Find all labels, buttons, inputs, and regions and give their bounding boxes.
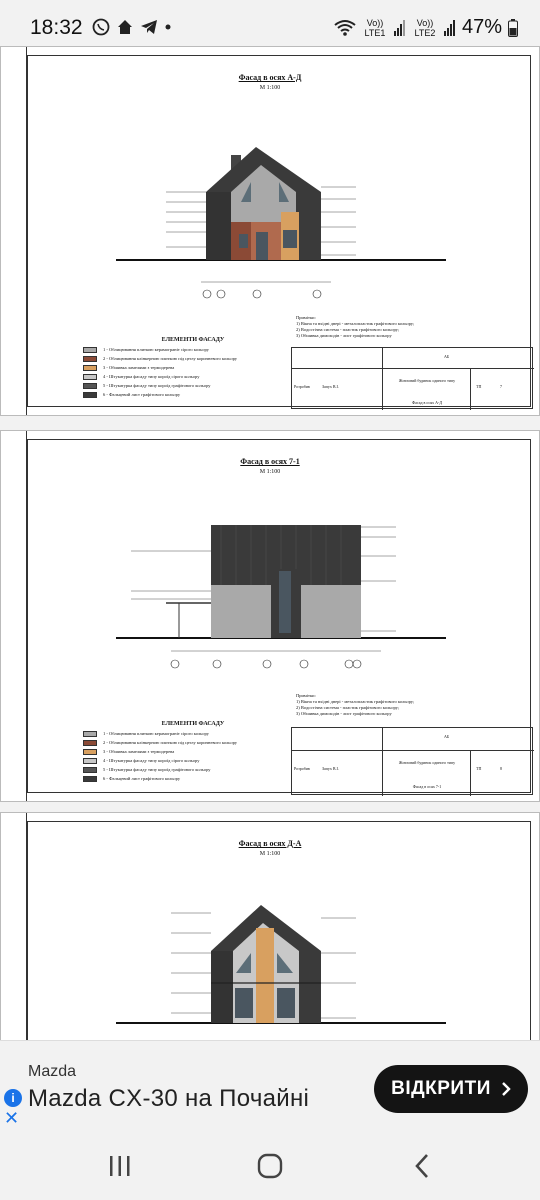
legend-item: 1 - Облицювання плиткою керамограніт сірого кольору	[83, 730, 303, 737]
ad-banner[interactable]	[0, 1040, 540, 1132]
sheet-scale: М 1:100	[259, 851, 281, 857]
notes	[296, 693, 414, 717]
back-button[interactable]	[402, 1150, 442, 1182]
sheet-scale: М 1:100	[259, 85, 281, 91]
stamp-project: Житловий будинок одиного типу	[398, 760, 456, 765]
drawing-sheet	[0, 46, 540, 416]
ad-open-label: ВІДКРИТИ	[391, 1078, 491, 1099]
title-block	[291, 347, 533, 409]
stamp-sheet-no: 7	[500, 384, 502, 389]
stamp-code: АБ	[444, 354, 450, 359]
legend-item: 5 - Штукатурка фасаду типу короїд графітового кольору	[83, 382, 303, 389]
note: 1) Вікна та вхідні двері - металопластик графітового кольору;	[296, 699, 415, 704]
notes	[296, 315, 414, 339]
legend-item: 6 - Фальцевий лист графітового кольору	[83, 775, 303, 782]
dot-icon	[164, 18, 172, 36]
ad-headline[interactable]: Mazda CX-30 на Почайні	[28, 1085, 310, 1112]
margin-strip	[1, 431, 27, 801]
notification-icons	[92, 18, 172, 36]
legend-item: 2 - Облицювання клінкерною плиткою під цеглу коричневого кольору	[83, 355, 303, 362]
battery-icon	[508, 19, 518, 37]
telegram-icon	[140, 18, 158, 36]
note: 2) Водостічна система - пластик графітового кольору;	[296, 327, 400, 332]
facade-drawing	[111, 137, 461, 307]
ad-close-icon[interactable]: ✕	[4, 1108, 20, 1128]
legend	[83, 721, 303, 784]
note: 1) Вікна та вхідні двері - металопластик графітового кольору;	[296, 321, 415, 326]
network-2: Vo)) LTE2	[414, 17, 436, 38]
legend-item: 6 - Фальцевий лист графітового кольору	[83, 391, 303, 398]
sheet-title: Фасад в осях А-Д	[238, 73, 302, 82]
drawing-sheet	[0, 812, 540, 1040]
recents-button[interactable]	[100, 1150, 140, 1182]
stamp-developer: Розробив	[294, 384, 310, 389]
ad-open-button[interactable]	[374, 1065, 528, 1113]
sheet-title: Фасад в осях Д-А	[238, 839, 302, 848]
legend	[83, 337, 303, 400]
facade-drawing	[111, 511, 461, 681]
legend-item: 3 - Обшивка ламелями з термодеревa	[83, 748, 303, 755]
sheet-scale: М 1:100	[259, 469, 281, 475]
legend-title: ЕЛЕМЕНТИ ФАСАДУ	[161, 721, 225, 727]
stamp-stage: ТП	[476, 384, 482, 389]
status-right	[334, 16, 518, 39]
notes-title: Примітки:	[296, 315, 316, 320]
legend-item: 2 - Облицювання клінкерною плиткою під цеглу коричневого кольору	[83, 739, 303, 746]
sheet-title: Фасад в осях 7-1	[240, 457, 300, 466]
stamp-author: Запух В.І.	[322, 384, 339, 389]
chevron-right-icon	[501, 1082, 511, 1096]
stamp-developer: Розробив	[294, 766, 310, 771]
signal-2-icon	[444, 20, 456, 36]
battery-percent: 47%	[461, 16, 502, 38]
note: 2) Водостічна система - пластик графітового кольору;	[296, 705, 400, 710]
document-viewer[interactable]	[0, 46, 540, 1040]
home-button[interactable]	[250, 1150, 290, 1182]
legend-title: ЕЛЕМЕНТИ ФАСАДУ	[161, 337, 225, 343]
legend-item: 4 - Штукатурка фасаду типу короїд сірого кольору	[83, 757, 303, 764]
recents-icon	[107, 1154, 133, 1178]
navigation-bar	[0, 1132, 540, 1200]
stamp-author: Запух В.І.	[322, 766, 339, 771]
facade-drawing	[111, 893, 461, 1040]
back-icon	[412, 1153, 432, 1179]
ad-brand: Mazda	[28, 1063, 77, 1080]
stamp-code: АБ	[444, 734, 450, 739]
margin-strip	[1, 47, 27, 415]
network-1: Vo)) LTE1	[364, 17, 386, 38]
drawing-sheet	[0, 430, 540, 802]
legend-item: 1 - Облицювання плиткою керамограніт сірого кольору	[83, 346, 303, 353]
home-icon	[116, 18, 134, 36]
legend-item: 5 - Штукатурка фасаду типу короїд графітового кольору	[83, 766, 303, 773]
stamp-stage: ТП	[476, 766, 482, 771]
note: 3) Обшивка димоходів - лист графітового кольору	[296, 333, 392, 338]
ad-info-icon[interactable]: i	[4, 1089, 22, 1107]
home-nav-icon	[257, 1153, 283, 1179]
wifi-icon	[334, 19, 356, 37]
stamp-project: Житловий будинок одиного типу	[398, 378, 456, 383]
legend-item: 3 - Обшивка ламелями з термодеревa	[83, 364, 303, 371]
stamp-sheet-no: 8	[500, 766, 502, 771]
legend-item: 4 - Штукатурка фасаду типу короїд сірого кольору	[83, 373, 303, 380]
notes-title: Примітки:	[296, 693, 316, 698]
status-time: 18:32	[30, 16, 83, 39]
stamp-sheet-name: Фасад в осях 7-1	[412, 784, 442, 789]
stamp-sheet-name: Фасад в осях А-Д	[411, 400, 443, 405]
note: 3) Обшивка димоходів - лист графітового кольору	[296, 711, 392, 716]
signal-1-icon	[394, 20, 406, 36]
title-block	[291, 727, 533, 795]
viber-icon	[92, 18, 110, 36]
